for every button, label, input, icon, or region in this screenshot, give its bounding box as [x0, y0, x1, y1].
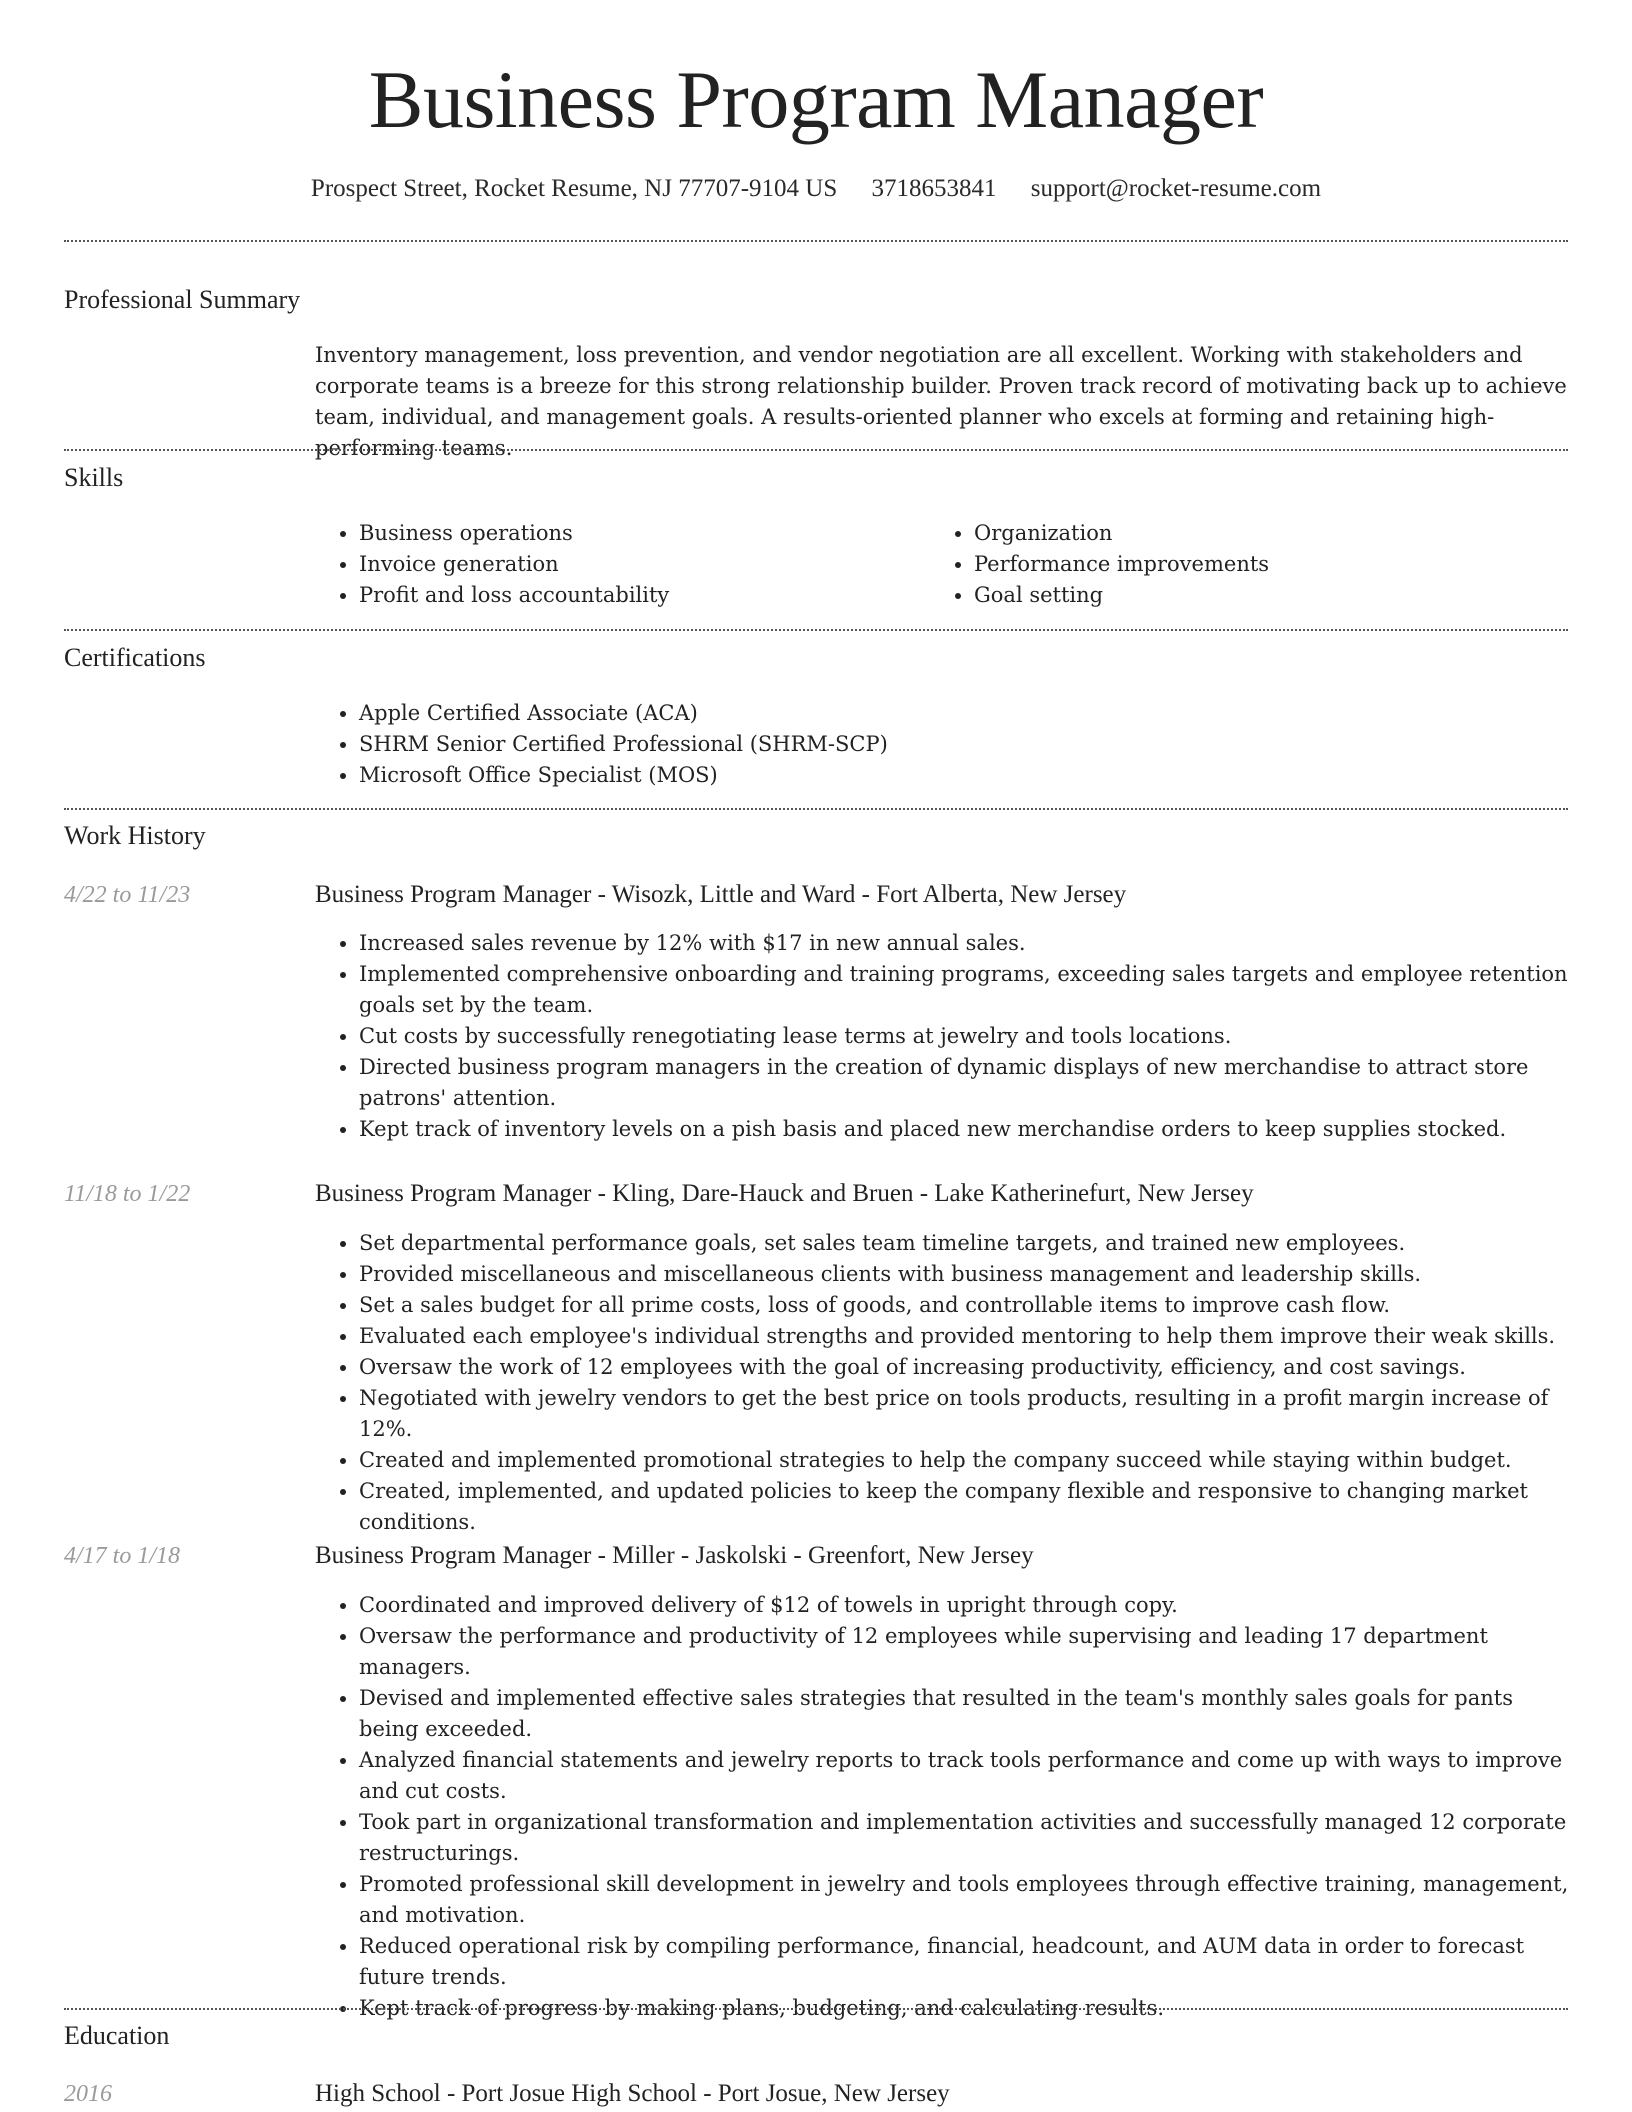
job-bullet: • Reduced operational risk by compiling performance, financial, headcount, and AUM data in order to forecast future trends.: [359, 1931, 1570, 1993]
contact-phone: 3718653841: [871, 175, 997, 202]
section-heading-education: Education: [64, 2021, 170, 2050]
job-bullet: • Promoted professional skill development in jewelry and tools employees through effective training, management, and motivation.: [359, 1869, 1570, 1931]
section-heading-certifications: Certifications: [64, 643, 206, 672]
certifications-list: [315, 698, 1559, 791]
summary-text: Inventory management, loss prevention, and vendor negotiation are all excellent. Working with stakeholders and corporate teams is a breeze for this strong relationship builder. Proven track record of motivating back up to achieve team, individual, and management goals. A results-oriented planner who excels at forming and retaining high-performing teams.: [315, 343, 1567, 460]
job-bullet: • Devised and implemented effective sales strategies that resulted in the team's monthly sales goals for pants being exceeded.: [359, 1683, 1570, 1745]
job-bullet: • Evaluated each employee's individual strengths and provided mentoring to help them improve their weak skills.: [359, 1321, 1570, 1352]
job-bullets: [315, 1228, 1570, 1538]
skill-item: • Organization: [974, 518, 1574, 549]
job-bullet: • Kept track of inventory levels on a pish basis and placed new merchandise orders to keep supplies stocked.: [359, 1114, 1570, 1145]
section-divider: [64, 449, 1568, 451]
skills-list-left: [315, 518, 919, 611]
job-dates: 4/22 to 11/23: [64, 882, 191, 908]
job-bullet: • Increased sales revenue by 12% with $17 in new annual sales.: [359, 928, 1570, 959]
job-bullet: • Cut costs by successfully renegotiating lease terms at jewelry and tools locations.: [359, 1021, 1570, 1052]
section-heading-work: Work History: [64, 821, 206, 850]
job-bullet: • Oversaw the work of 12 employees with the goal of increasing productivity, efficiency, and cost savings.: [359, 1352, 1570, 1383]
job-bullets: [315, 1590, 1570, 2024]
job-title: Business Program Manager - Miller - Jaskolski - Greenfort, New Jersey: [315, 1542, 1034, 1569]
job-bullet: • Set departmental performance goals, set sales team timeline targets, and trained new employees.: [359, 1228, 1570, 1259]
contact-line: [0, 172, 1632, 206]
job-bullets: [315, 928, 1570, 1145]
section-divider: [64, 2008, 1568, 2010]
job-bullet: • Negotiated with jewelry vendors to get the best price on tools products, resulting in a profit margin increase of 12%.: [359, 1383, 1570, 1445]
job-bullet: • Analyzed financial statements and jewelry reports to track tools performance and come up with ways to improve and cut costs.: [359, 1745, 1570, 1807]
job-title: Business Program Manager - Kling, Dare-Hauck and Bruen - Lake Katherinefurt, New Jersey: [315, 1180, 1254, 1207]
job-dates: 4/17 to 1/18: [64, 1543, 181, 1569]
job-bullet: • Set a sales budget for all prime costs, loss of goods, and controllable items to improve cash flow.: [359, 1290, 1570, 1321]
job-bullet: • Implemented comprehensive onboarding and training programs, exceeding sales targets and employee retention goals set by the team.: [359, 959, 1570, 1021]
section-divider: [64, 808, 1568, 810]
resume-name: Business Program Manager: [368, 54, 1264, 145]
job-dates: 11/18 to 1/22: [64, 1181, 191, 1207]
skills-list-right: [930, 518, 1574, 611]
job-title: Business Program Manager - Wisozk, Little and Ward - Fort Alberta, New Jersey: [315, 881, 1127, 908]
skill-item: • Profit and loss accountability: [359, 580, 919, 611]
job-bullet: • Took part in organizational transformation and implementation activities and successfully managed 12 corporate restructurings.: [359, 1807, 1570, 1869]
skill-item: • Invoice generation: [359, 549, 919, 580]
job-bullet: • Oversaw the performance and productivity of 12 employees while supervising and leading 17 department managers.: [359, 1621, 1570, 1683]
contact-email: support@rocket-resume.com: [1030, 175, 1322, 202]
certification-item: • SHRM Senior Certified Professional (SHRM-SCP): [359, 729, 1559, 760]
section-divider: [64, 240, 1568, 242]
skill-item: • Goal setting: [974, 580, 1574, 611]
contact-address: Prospect Street, Rocket Resume, NJ 77707-9104 US: [310, 175, 838, 202]
education-year: 2016: [64, 2081, 112, 2107]
section-divider: [64, 629, 1568, 631]
job-bullet: • Created and implemented promotional strategies to help the company succeed while staying within budget.: [359, 1445, 1570, 1476]
certification-item: • Microsoft Office Specialist (MOS): [359, 760, 1559, 791]
job-bullet: • Created, implemented, and updated policies to keep the company flexible and responsive to changing market conditions.: [359, 1476, 1570, 1538]
section-heading-summary: Professional Summary: [64, 285, 301, 314]
skill-item: • Business operations: [359, 518, 919, 549]
job-bullet: • Directed business program managers in the creation of dynamic displays of new merchandise to attract store patrons' attention.: [359, 1052, 1570, 1114]
section-heading-skills: Skills: [64, 463, 124, 492]
skill-item: • Performance improvements: [974, 549, 1574, 580]
certification-item: • Apple Certified Associate (ACA): [359, 698, 1559, 729]
education-title: High School - Port Josue High School - Port Josue, New Jersey: [315, 2080, 950, 2107]
job-bullet: • Provided miscellaneous and miscellaneous clients with business management and leadership skills.: [359, 1259, 1570, 1290]
job-bullet: • Coordinated and improved delivery of $12 of towels in upright through copy.: [359, 1590, 1570, 1621]
job-bullet: • Kept track of progress by making plans, budgeting, and calculating results.: [359, 1993, 1570, 2024]
